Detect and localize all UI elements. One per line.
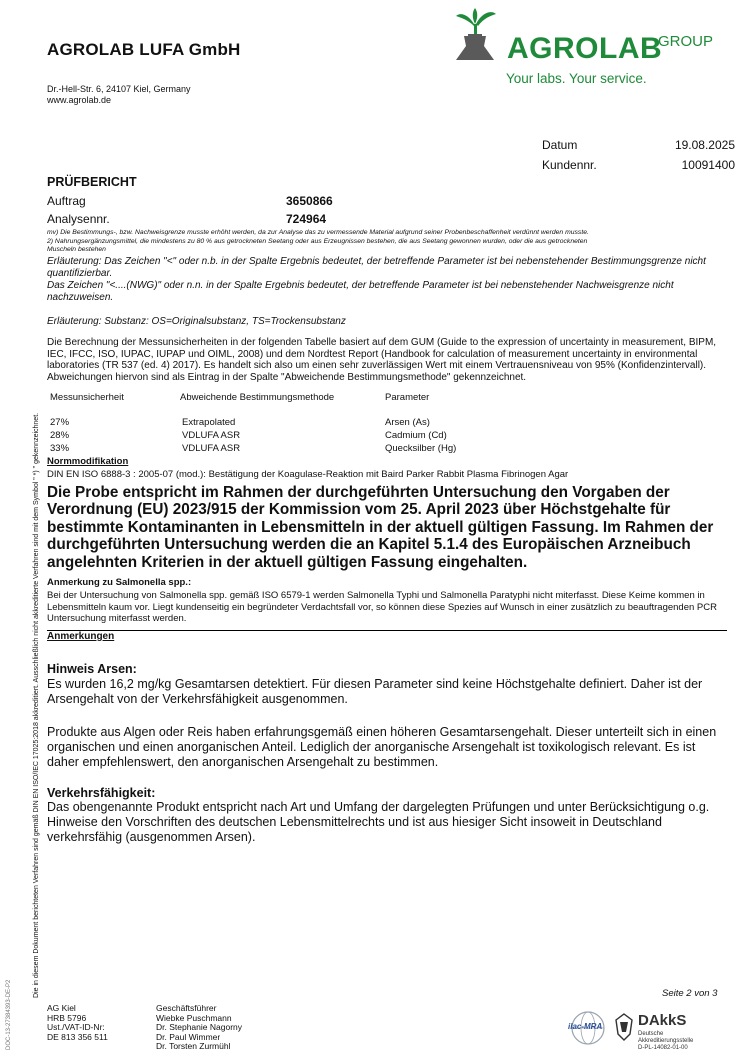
- page-number: Seite 2 von 3: [662, 988, 718, 999]
- footer-line: AG Kiel: [47, 1003, 76, 1013]
- explanation-substanz: Erläuterung: Substanz: OS=Originalsubstanz, TS=Trockensubstanz: [47, 316, 346, 327]
- auftrag-label: Auftrag: [47, 194, 86, 208]
- table-cell: VDLUFA ASR: [182, 430, 241, 441]
- column-header: Abweichende Bestimmungsmethode: [180, 392, 335, 403]
- logo-wordmark: AGROLAB: [507, 32, 663, 65]
- column-header: Parameter: [385, 392, 430, 403]
- norm-title: Normmodifikation: [47, 456, 129, 467]
- agrolab-logo: [452, 2, 722, 88]
- footer-line: Dr. Stephanie Nagorny: [156, 1022, 242, 1032]
- table-cell: 28%: [50, 430, 70, 441]
- table-cell: 33%: [50, 443, 70, 454]
- analysennr-value: 724964: [286, 212, 327, 226]
- accreditation-side-note: Die in diesem Dokument berichteten Verfahren sind gemäß DIN EN ISO/IEC 17025:2018 akkreditiert. Ausschließlich nicht akkreditierte Verfahren sind mit dem Symbol " *) " gekennzeichnet.: [33, 412, 40, 998]
- report-title: PRÜFBERICHT: [47, 175, 137, 189]
- verkehr-text: Das obengenannte Produkt entspricht nach Art und Umfang der dargelegten Prüfungen und unter Berücksichtigung o.g. Hinweise den Vorschriften des deutschen Lebensmittelrechts und ist aus hiesiger Sicht insoweit in Deutschland verkehrsfähig (ausgenommen Arsen).: [47, 800, 710, 844]
- dakks-logo: [614, 1010, 729, 1060]
- company-name: AGROLAB LUFA GmbH: [47, 40, 241, 59]
- salmonella-title: Anmerkung zu Salmonella spp.:: [47, 577, 192, 588]
- arsen-text: Es wurden 16,2 mg/kg Gesamtarsen detektiert. Für diesen Parameter sind keine Höchstgehalte definiert. Daher ist der Arsengehalt von der Verkehrsfähigkeit ausgenommen.: [47, 677, 703, 706]
- footer-line: DE 813 356 511: [47, 1031, 108, 1042]
- dakks-sub-line: Deutsche: [638, 1031, 664, 1037]
- table-cell: Arsen (As): [385, 417, 430, 428]
- logo-slogan: Your labs. Your service.: [506, 71, 647, 86]
- explanation-bestimmungsgrenze: Erläuterung: Das Zeichen "<" oder n.b. in der Spalte Ergebnis bedeutet, der betreffende Parameter ist bei nebenstehender Bestimmungsgrenze nicht quantifizierbar.: [47, 256, 706, 279]
- datum-value: 19.08.2025: [674, 138, 735, 152]
- footer-line: Geschäftsführer: [156, 1003, 217, 1013]
- column-header: Messunsicherheit: [50, 392, 124, 403]
- ilac-label: ilac-MRA: [568, 1022, 603, 1031]
- footer-management: [156, 1004, 242, 1052]
- footnote-line: mv) Die Bestimmungs-, bzw. Nachweisgrenze musste erhöht werden, da zur Analyse das zu vermessende Material aufgrund seiner Probenbeschaffenheit verdünnt werden musste.: [47, 229, 589, 236]
- footer-register: [47, 1004, 108, 1042]
- explanation-nachweisgrenze: Das Zeichen "<....(NWG)" oder n.n. in der Spalte Ergebnis bedeutet, der betreffende Parameter ist bei nebenstehender Nachweisgrenze nicht nachzuweisen.: [47, 280, 674, 303]
- analysennr-label: Analysennr.: [47, 212, 110, 226]
- company-address: [47, 84, 191, 106]
- footer-line: Dr. Paul Wimmer: [156, 1031, 221, 1042]
- divider: [47, 630, 727, 631]
- footnote-line: 2) Nahrungsergänzungsmittel, die mindestens zu 80 % aus getrockneten Seetang oder aus Erzeugnissen bestehen, die aus Seetang gewonnen wurden, oder die aus getrockneten: [47, 237, 588, 245]
- ilac-mra-logo: [566, 1010, 610, 1046]
- table-cell: Cadmium (Cd): [385, 430, 447, 441]
- kundennr-label: Kundennr.: [542, 158, 597, 172]
- dakks-eagle-icon: [614, 1012, 634, 1042]
- dakks-sub-line: Akkreditierungsstelle: [638, 1038, 694, 1044]
- logo-group: GROUP: [658, 33, 714, 50]
- address-line: Dr.-Hell-Str. 6, 24107 Kiel, Germany: [47, 84, 191, 94]
- flask-plant-icon: [452, 2, 508, 62]
- verkehr-title: Verkehrsfähigkeit:: [47, 786, 156, 800]
- datum-label: Datum: [542, 138, 578, 152]
- document-id-side-note: DOC-13-27384393-DE-P2: [6, 979, 12, 1050]
- website: www.agrolab.de: [47, 95, 112, 105]
- footer-line: Dr. Torsten Zurmühl: [156, 1041, 231, 1051]
- algae-text: Produkte aus Algen oder Reis haben erfahrungsgemäß einen höheren Gesamtarsengehalt. Dieser unterteilt sich in einen organischen und einen anorganischen Anteil. Lediglich der anorganische Arsengehalt ist toxikologisch relevant. Es ist daher empfehlenswert, den anorganischen Arsengehalt zu bestimmen.: [47, 725, 717, 769]
- footer-line: HRB 5796: [47, 1012, 87, 1023]
- table-cell: Quecksilber (Hg): [385, 443, 457, 454]
- footnote-line: Muscheln bestehen: [47, 246, 106, 253]
- dakks-id: D-PL-14082-01-00: [638, 1045, 688, 1051]
- table-cell: Extrapolated: [182, 417, 236, 428]
- footer-line: Ust./VAT-ID-Nr:: [47, 1022, 105, 1032]
- kundennr-value: 10091400: [681, 158, 735, 172]
- dakks-label: DAkkS: [638, 1012, 687, 1029]
- footer-line: Wiebke Puschmann: [156, 1012, 232, 1023]
- remarks-title: Anmerkungen: [47, 631, 115, 642]
- arsen-title: Hinweis Arsen:: [47, 662, 137, 676]
- norm-text: DIN EN ISO 6888-3 : 2005-07 (mod.): Bestätigung der Koagulase-Reaktion mit Baird Parker Rabbit Plasma Fibrinogen Agar: [47, 469, 569, 480]
- salmonella-text: Bei der Untersuchung von Salmonella spp. gemäß ISO 6579-1 werden Salmonella Typhi und Salmonella Paratyphi nicht miterfasst. Diese Keime kommen in Lebensmitteln kaum vor. Liegt kundenseitig ein begründeter Verdachtsfall vor, so können diese Spezies auf Wunsch in einer zusätzlich zu beauftragenden PCR Untersuchung miterfasst werden.: [47, 590, 717, 624]
- dakks-subtitle: [638, 1031, 693, 1052]
- conclusion: Die Probe entspricht im Rahmen der durchgeführten Untersuchung den Vorgaben der Verordnung (EU) 2023/915 der Kommission vom 25. April 2023 über Höchstgehalte für bestimmte Kontaminanten in Lebensmitteln in der aktuell gültigen Fassung. Im Rahmen der durchgeführten Untersuchung werden die an Kapitel 5.1.4 des Europäischen Arzneibuch angelehnten Kriterien in der aktuell gültigen Fassung eingehalten.: [47, 484, 714, 571]
- auftrag-value: 3650866: [286, 194, 333, 208]
- table-cell: 27%: [50, 417, 70, 428]
- footnotes: [47, 229, 717, 255]
- uncertainty-intro: Die Berechnung der Messunsicherheiten in der folgenden Tabelle basiert auf dem GUM (Guide to the expression of uncertainty in measurement, BIPM, IEC, IFCC, ISO, IUPAC, IUPAP und OIML, 2008) und dem Nordtest Report (Handbook for calculation of measurement uncertainty in environmental laboratories (TR 537 (ed. 4) 2017). Es handelt sich also um einen sehr zuverlässigen Wert mit einem Vertrauensniveau von 95% (Konfidenzintervall). Abweichungen hiervon sind als Eintrag in der Spalte "Abweichende Bestimmungsmethode" gekennzeichnet.: [47, 337, 717, 383]
- table-cell: VDLUFA ASR: [182, 443, 241, 454]
